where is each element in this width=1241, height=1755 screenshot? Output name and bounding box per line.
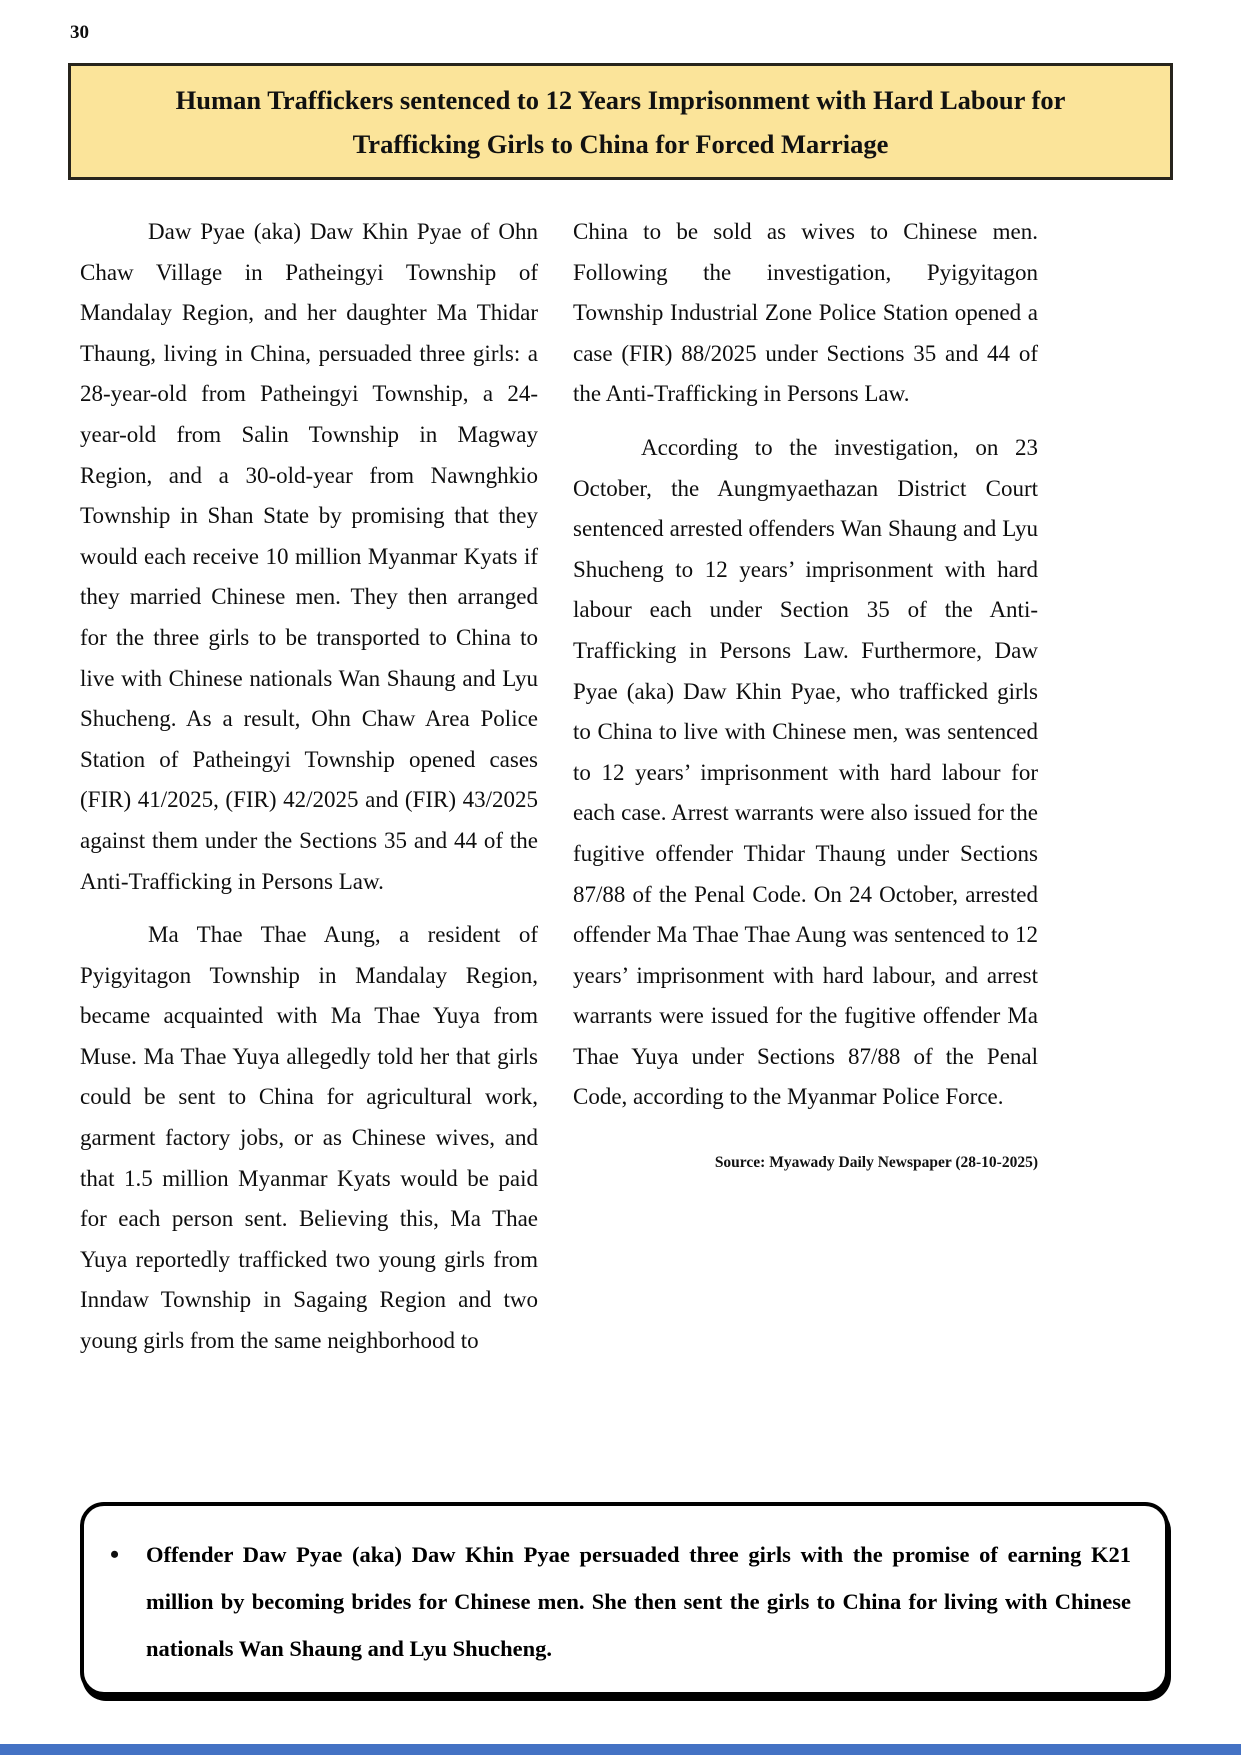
paragraph-2-left-part: Ma Thae Thae Aung, a resident of Pyigyitagon Township in Mandalay Region, became acquainted with Ma Thae Yuya from Muse. Ma Thae Yuya allegedly told her that girls could be sent to China for agricultural work, garment factory jobs, or as Chinese wives, and that 1.5 million Myanmar Kyats would be paid for each person sent. Believing this, Ma Thae Yuya reportedly trafficked two young girls from Inndaw Township in Sagaing Region and two young girls from the same neighborhood to bbox=[80, 922, 538, 1354]
right-column bbox=[573, 212, 1038, 1362]
summary-box bbox=[80, 1502, 1169, 1696]
article-body bbox=[80, 212, 1038, 1362]
left-column bbox=[80, 212, 538, 1362]
footer-accent-bar bbox=[0, 1744, 1241, 1755]
source-attribution: Source: Myawady Daily Newspaper (28-10-2025) bbox=[714, 1154, 1038, 1172]
paragraph-1: Daw Pyae (aka) Daw Khin Pyae of Ohn Chaw Village in Patheingyi Township of Mandalay Region, and her daughter Ma Thidar Thaung, living in China, persuaded three girls: a 28-year-old from Patheingyi Township, a 24-year-old from Salin Township in Magway Region, and a 30-old-year from Nawnghkio Township in Shan State by promising that they would each receive 10 million Myanmar Kyats if they married Chinese men. They then arranged for the three girls to be transported to China to live with Chinese nationals Wan Shaung and Lyu Shucheng. As a result, Ohn Chaw Area Police Station of Patheingyi Township opened cases (FIR) 41/2025, (FIR) 42/2025 and (FIR) 43/2025 against them under the Sections 35 and 44 of the Anti-Trafficking in Persons Law. bbox=[80, 219, 538, 894]
paragraph-2-right-part: China to be sold as wives to Chinese men. Following the investigation, Pyigyitagon Township Industrial Zone Police Station opened a case (FIR) 88/2025 under Sections 35 and 44 of the Anti-Trafficking in Persons Law. bbox=[573, 219, 1038, 407]
bullet-icon: • bbox=[110, 1540, 120, 1569]
paragraph-3: According to the investigation, on 23 October, the Aungmyaethazan District Court sentenced arrested offenders Wan Shaung and Lyu Shucheng to 12 years’ imprisonment with hard labour each under Section 35 of the Anti-Trafficking in Persons Law. Furthermore, Daw Pyae (aka) Daw Khin Pyae, who trafficked girls to China to live with Chinese men, was sentenced to 12 years’ imprisonment with hard labour for each case. Arrest warrants were also issued for the fugitive offender Thidar Thaung under Sections 87/88 of the Penal Code. On 24 October, arrested offender Ma Thae Thae Aung was sentenced to 12 years’ imprisonment with hard labour, and arrest warrants were issued for the fugitive offender Ma Thae Yuya under Sections 87/88 of the Penal Code, according to the Myanmar Police Force. bbox=[573, 434, 1038, 1110]
page-number: 30 bbox=[70, 22, 89, 43]
article-title: Human Traffickers sentenced to 12 Years Imprisonment with Hard Labour for Trafficking Girls to China for Forced Marriage bbox=[175, 84, 1066, 159]
article-title-box bbox=[68, 63, 1173, 180]
summary-text: Offender Daw Pyae (aka) Daw Khin Pyae persuaded three girls with the promise of earning K21 million by becoming brides for Chinese men. She then sent the girls to China for living with Chinese nationals Wan Shaung and Lyu Shucheng. bbox=[146, 1542, 1131, 1661]
